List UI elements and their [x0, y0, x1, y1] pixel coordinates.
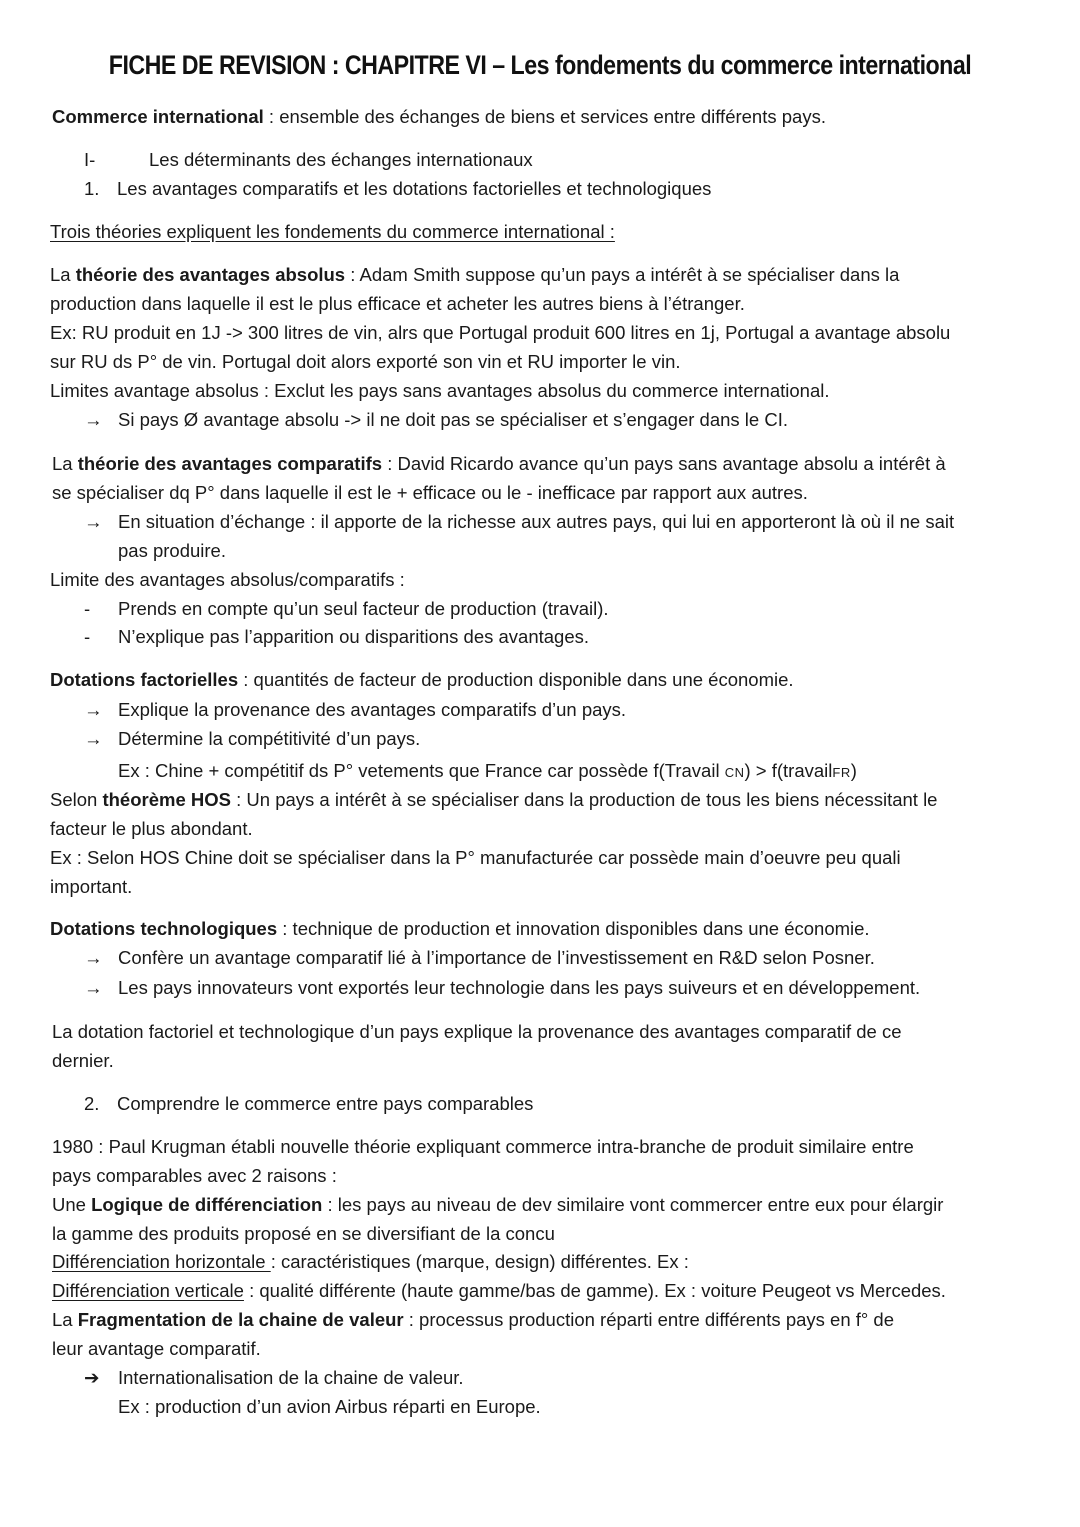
term-theoreme-hos: théorème HOS	[102, 789, 231, 810]
technologiques-point: → Les pays innovateurs vont exportés leur technologie dans les pays suiveurs et en développement.	[84, 977, 921, 998]
subsection-number: 1.	[84, 178, 100, 199]
krugman-paragraph: 1980 : Paul Krugman établi nouvelle théorie expliquant commerce intra-branche de produit similaire entre	[52, 1136, 914, 1157]
subsection-number: 2.	[84, 1093, 100, 1114]
limits-heading: Limite des avantages absolus/comparatifs :	[50, 569, 405, 590]
theories-heading: Trois théories expliquent les fondements du commerce international :	[50, 221, 615, 242]
technologiques-point: → Confère un avantage comparatif lié à l’importance de l’investissement en R&D selon Posner.	[84, 947, 875, 968]
section-number: I-	[84, 149, 96, 170]
differenciation-paragraph: Une Logique de différenciation : les pays au niveau de dev similaire vont commercer entre eux pour élargir	[52, 1194, 944, 1215]
comparatifs-paragraph: La théorie des avantages comparatifs : David Ricardo avance qu’un pays sans avantage absolu a intérêt à	[52, 453, 946, 474]
arrow-icon: →	[84, 511, 103, 532]
comparatifs-arrow-point: → En situation d’échange : il apporte de la richesse aux autres pays, qui lui en apporteront là où il ne sait	[84, 511, 955, 532]
absolus-paragraph: La théorie des avantages absolus : Adam Smith suppose qu’un pays a intérêt à se spécialiser dans la	[50, 264, 900, 285]
dotation-summary: La dotation factoriel et technologique d’un pays explique la provenance des avantages comparatif de ce	[52, 1021, 902, 1042]
absolus-example: Ex: RU produit en 1J -> 300 litres de vin, alrs que Portugal produit 600 litres en 1j, Portugal a avantage absolu	[50, 322, 951, 343]
factorielles-example: Ex : Chine + compétitif ds P° vetements que France car possède f(Travail CN) > f(travailFR)	[118, 760, 857, 781]
subsection-heading-1: 1. Les avantages comparatifs et les dotations factorielles et technologiques	[84, 178, 712, 199]
term-avantages-comparatifs: théorie des avantages comparatifs	[77, 453, 383, 474]
dotation-summary: dernier.	[52, 1050, 114, 1071]
section-heading-I: I- Les déterminants des échanges internationaux	[84, 149, 533, 170]
term-dotations-technologiques: Dotations technologiques	[50, 918, 278, 939]
arrow-icon: →	[84, 699, 103, 720]
limit-item: - N’explique pas l’apparition ou disparitions des avantages.	[84, 626, 590, 647]
differenciation-horizontale: Différenciation horizontale : caractéristiques (marque, design) différentes. Ex :	[52, 1251, 689, 1272]
differenciation-verticale: Différenciation verticale : qualité différente (haute gamme/bas de gamme). Ex : voiture Peugeot vs Mercedes.	[52, 1280, 946, 1301]
arrow-icon: →	[84, 728, 103, 749]
hos-paragraph: Selon théorème HOS : Un pays a intérêt à se spécialiser dans la production de tous les biens nécessitant le	[50, 789, 938, 810]
comparatifs-line: pas produire.	[118, 540, 226, 561]
bullet-dash: -	[84, 626, 91, 647]
absolus-example: sur RU ds P° de vin. Portugal doit alors exporté son vin et RU importer le vin.	[50, 351, 681, 372]
term-fragmentation: Fragmentation de la chaine de valeur	[77, 1309, 404, 1330]
intro-definition: Commerce international : ensemble des échanges de biens et services entre différents pays.	[52, 106, 826, 127]
page-title: FICHE DE REVISION : CHAPITRE VI – Les fondements du commerce international	[108, 50, 972, 80]
arrow-icon: →	[84, 409, 103, 430]
subsection-heading-2: 2. Comprendre le commerce entre pays comparables	[84, 1093, 534, 1114]
bold-arrow-icon: ➔	[84, 1367, 100, 1388]
fragmentation-point: ➔ Internationalisation de la chaine de valeur.	[84, 1367, 464, 1388]
term-commerce-international: Commerce international	[52, 106, 264, 127]
factorielles-point: → Détermine la compétitivité d’un pays.	[84, 728, 421, 749]
term-logique-differenciation: Logique de différenciation	[91, 1194, 323, 1215]
technologiques-definition: Dotations technologiques : technique de production et innovation disponibles dans une économie.	[50, 918, 870, 939]
arrow-icon: →	[84, 977, 103, 998]
hos-example: important.	[50, 876, 133, 897]
limit-item: - Prends en compte qu’un seul facteur de production (travail).	[84, 598, 609, 619]
fragmentation-line: leur avantage comparatif.	[52, 1338, 261, 1359]
term-avantages-absolus: théorie des avantages absolus	[75, 264, 346, 285]
absolus-arrow-point: → Si pays Ø avantage absolu -> il ne doit pas se spécialiser et s’engager dans le CI.	[84, 409, 788, 430]
hos-example: Ex : Selon HOS Chine doit se spécialiser dans la P° manufacturée car possède main d’oeuvre peu quali	[50, 847, 901, 868]
absolus-limits: Limites avantage absolus : Exclut les pays sans avantages absolus du commerce international.	[50, 380, 830, 401]
comparatifs-line: se spécialiser dq P° dans laquelle il est le + efficace ou le - inefficace par rapport aux autres.	[52, 482, 808, 503]
term-dotations-factorielles: Dotations factorielles	[50, 669, 239, 690]
fragmentation-example: Ex : production d’un avion Airbus réparti en Europe.	[118, 1396, 541, 1417]
arrow-icon: →	[84, 947, 103, 968]
differenciation-line: la gamme des produits proposé en se diversifiant de la concu	[52, 1223, 555, 1244]
bullet-dash: -	[84, 598, 91, 619]
factorielles-point: → Explique la provenance des avantages comparatifs d’un pays.	[84, 699, 627, 720]
factorielles-definition: Dotations factorielles : quantités de facteur de production disponible dans une économie.	[50, 669, 794, 690]
hos-line: facteur le plus abondant.	[50, 818, 253, 839]
absolus-line: production dans laquelle il est le plus efficace et acheter les autres biens à l’étranger.	[50, 293, 745, 314]
krugman-paragraph: pays comparables avec 2 raisons :	[52, 1165, 337, 1186]
fragmentation-paragraph: La Fragmentation de la chaine de valeur : processus production réparti entre différents pays en f° de	[52, 1309, 895, 1330]
